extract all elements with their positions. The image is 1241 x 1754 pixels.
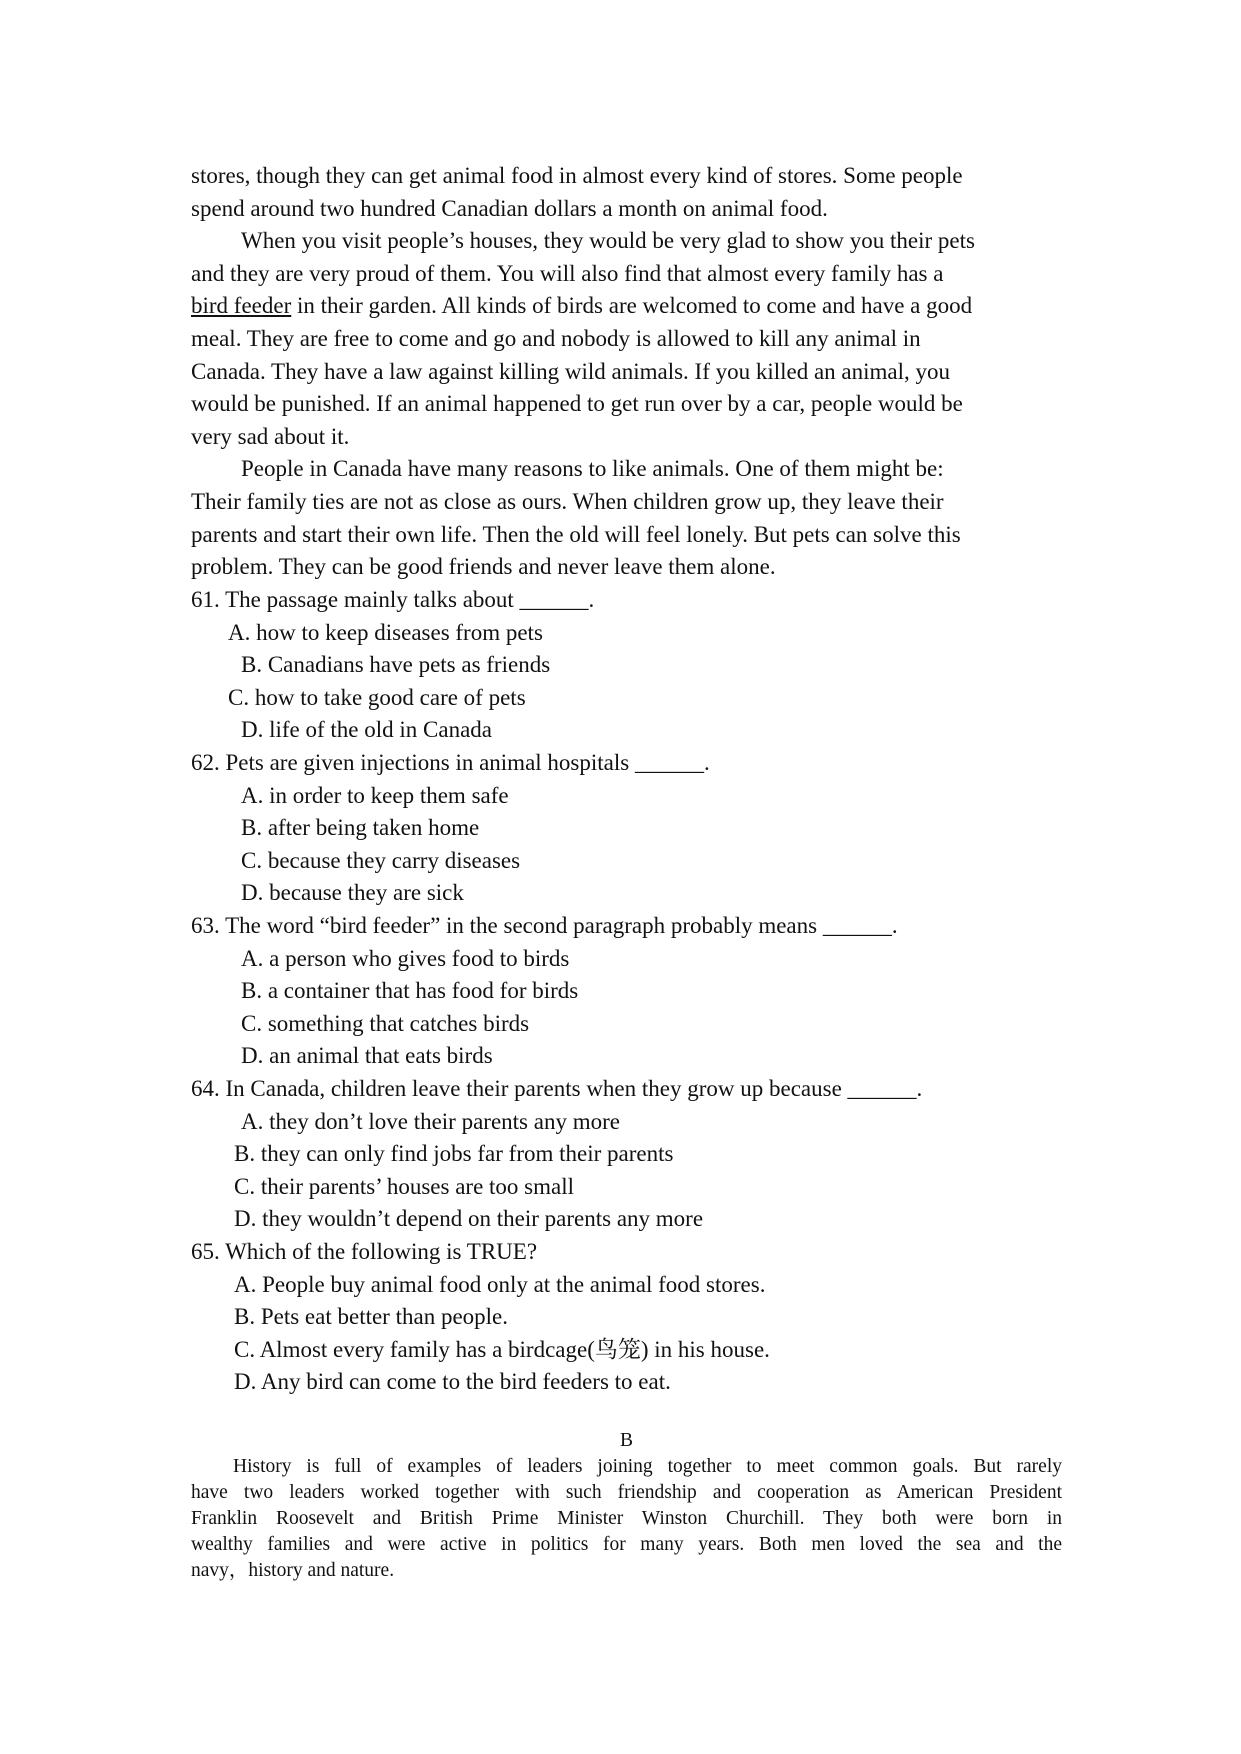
- option-c[interactable]: C. their parents’ houses are too small: [234, 1173, 575, 1199]
- question-62: [191, 747, 1071, 910]
- question-stem: 61. The passage mainly talks about ______.: [191, 587, 595, 612]
- passage-line: Franklin Roosevelt and British Prime Minister Winston Churchill. They both were born in: [191, 1508, 1062, 1529]
- passage-line: People in Canada have many reasons to like animals. One of them might be:: [241, 456, 944, 482]
- passage-line: navy，history and nature.: [191, 1560, 395, 1581]
- option-d[interactable]: D. they wouldn’t depend on their parents any more: [234, 1206, 704, 1232]
- passage-line: wealthy families and were active in politics for many years. Both men loved the sea and the: [191, 1534, 1062, 1555]
- passage-line: History is full of examples of leaders joining together to meet common goals. But rarely: [233, 1456, 1062, 1477]
- option-c[interactable]: C. because they carry diseases: [241, 847, 521, 873]
- passage-line: Their family ties are not as close as ours. When children grow up, they leave their: [191, 488, 944, 514]
- option-d[interactable]: D. an animal that eats birds: [241, 1043, 493, 1069]
- option-d[interactable]: D. because they are sick: [241, 880, 464, 906]
- reading-passage-a: [191, 160, 1071, 584]
- passage-line: stores, though they can get animal food in almost every kind of stores. Some people: [191, 163, 963, 188]
- option-a[interactable]: A. People buy animal food only at the animal food stores.: [234, 1271, 766, 1297]
- option-b[interactable]: B. a container that has food for birds: [241, 978, 579, 1004]
- question-61: [191, 584, 1071, 747]
- option-c[interactable]: C. Almost every family has a birdcage(鸟笼) in his house.: [234, 1336, 770, 1362]
- option-c[interactable]: C. how to take good care of pets: [228, 684, 526, 710]
- passage-line: very sad about it.: [191, 423, 350, 449]
- question-63: [191, 910, 1071, 1073]
- passage-line: When you visit people’s houses, they would be very glad to show you their pets: [241, 228, 975, 254]
- question-64: [191, 1073, 1071, 1236]
- passage-line: [191, 290, 1071, 323]
- passage-line: have two leaders worked together with such friendship and cooperation as American President: [191, 1482, 1062, 1503]
- passage-line: would be punished. If an animal happened to get run over by a car, people would be: [191, 391, 963, 417]
- section-heading: B: [619, 1430, 633, 1451]
- option-d[interactable]: D. life of the old in Canada: [241, 717, 493, 743]
- passage-line: Canada. They have a law against killing wild animals. If you killed an animal, you: [191, 358, 951, 384]
- question-stem: 64. In Canada, children leave their parents when they grow up because ______.: [191, 1076, 923, 1101]
- option-a[interactable]: A. a person who gives food to birds: [241, 945, 570, 971]
- option-b[interactable]: B. after being taken home: [241, 815, 480, 841]
- reading-passage-b: [191, 1428, 1062, 1584]
- option-a[interactable]: A. how to keep diseases from pets: [228, 619, 543, 645]
- question-65: [191, 1236, 1071, 1399]
- passage-line: problem. They can be good friends and never leave them alone.: [191, 554, 776, 580]
- question-stem: 65. Which of the following is TRUE?: [191, 1239, 538, 1264]
- option-a[interactable]: A. they don’t love their parents any more: [241, 1108, 620, 1134]
- option-b[interactable]: B. Canadians have pets as friends: [241, 652, 551, 678]
- passage-line: meal. They are free to come and go and nobody is allowed to kill any animal in: [191, 325, 921, 351]
- option-c[interactable]: C. something that catches birds: [241, 1010, 530, 1036]
- option-a[interactable]: A. in order to keep them safe: [241, 782, 509, 808]
- question-stem: 62. Pets are given injections in animal hospitals ______.: [191, 750, 710, 775]
- option-b[interactable]: B. they can only find jobs far from their parents: [234, 1141, 674, 1167]
- passage-line: and they are very proud of them. You will also find that almost every family has a: [191, 260, 944, 286]
- option-b[interactable]: B. Pets eat better than people.: [234, 1304, 509, 1330]
- passage-line: parents and start their own life. Then the old will feel lonely. But pets can solve this: [191, 521, 961, 547]
- passage-line: spend around two hundred Canadian dollars a month on animal food.: [191, 195, 828, 221]
- option-d[interactable]: D. Any bird can come to the bird feeders to eat.: [234, 1369, 671, 1395]
- underlined-term: bird feeder: [191, 293, 292, 319]
- question-stem: 63. The word “bird feeder” in the second paragraph probably means ______.: [191, 913, 898, 938]
- passage-text: in their garden. All kinds of birds are welcomed to come and have a good: [291, 293, 973, 319]
